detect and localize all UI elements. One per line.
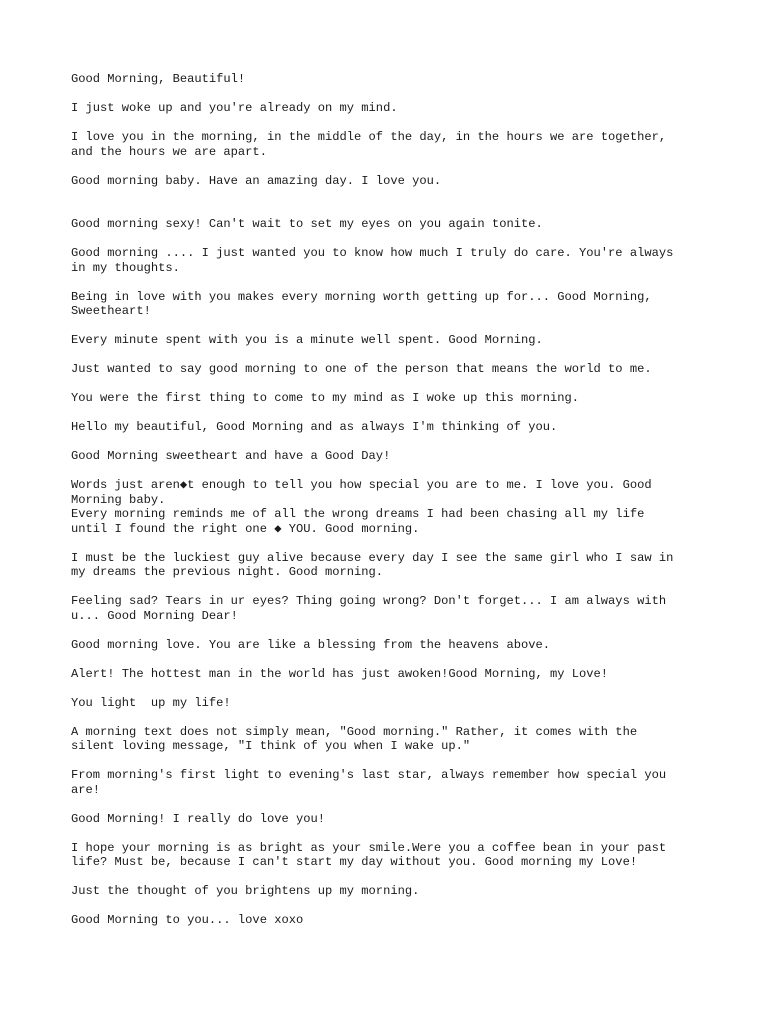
- paragraph: From morning's first light to evening's last star, always remember how special you are!: [71, 768, 667, 797]
- paragraph: Good morning baby. Have an amazing day. I love you.: [71, 173, 442, 188]
- paragraph: You were the first thing to come to my mind as I woke up this morning.: [71, 391, 580, 405]
- paragraph: Being in love with you makes every morning worth getting up for... Good Morning, Sweetheart!: [71, 289, 652, 318]
- paragraph: Just wanted to say good morning to one of the person that means the world to me.: [71, 362, 652, 376]
- paragraph: Alert! The hottest man in the world has just awoken!Good Morning, my Love!: [71, 666, 609, 681]
- paragraph: Good Morning sweetheart and have a Good Day!: [71, 449, 391, 463]
- paragraph: I hope your morning is as bright as your smile.Were you a coffee bean in your past life? Must be, because I can't start my day without you. Good morning my Love!: [71, 840, 667, 869]
- paragraph: Good morning .... I just wanted you to know how much I truly do care. You're always in my thoughts.: [71, 246, 674, 275]
- paragraph: A morning text does not simply mean, "Good morning." Rather, it comes with the silent loving message, "I think of you when I wake up.": [71, 724, 638, 753]
- paragraph: Just the thought of you brightens up my morning.: [71, 884, 420, 898]
- paragraph: I just woke up and you're already on my mind.: [71, 101, 398, 115]
- paragraph: Good morning love. You are like a blessing from the heavens above.: [71, 637, 550, 652]
- paragraph: Good Morning! I really do love you!: [71, 811, 326, 826]
- paragraph: Hello my beautiful, Good Morning and as always I'm thinking of you.: [71, 420, 558, 434]
- paragraph: I love you in the morning, in the middle of the day, in the hours we are together, and the hours we are apart.: [71, 130, 667, 159]
- paragraph: Good morning sexy! Can't wait to set my eyes on you again tonite.: [71, 217, 543, 231]
- paragraph: You light up my life!: [71, 695, 231, 710]
- paragraph: Good Morning, Beautiful!: [71, 72, 246, 86]
- paragraph: I must be the luckiest guy alive because every day I see the same girl who I saw in my dreams the previous night. Good morning.: [71, 550, 674, 579]
- document-body: [71, 72, 711, 942]
- paragraph: Every morning reminds me of all the wrong dreams I had been chasing all my life until I found the right one ◆ YOU. Good morning.: [71, 507, 645, 536]
- paragraph: Words just aren◆t enough to tell you how special you are to me. I love you. Good Morning baby.: [71, 478, 652, 507]
- paragraph: Every minute spent with you is a minute well spent. Good Morning.: [71, 333, 543, 347]
- paragraph: Good Morning to you... love xoxo: [71, 913, 304, 927]
- paragraph: Feeling sad? Tears in ur eyes? Thing going wrong? Don't forget... I am always with u... Good Morning Dear!: [71, 594, 667, 623]
